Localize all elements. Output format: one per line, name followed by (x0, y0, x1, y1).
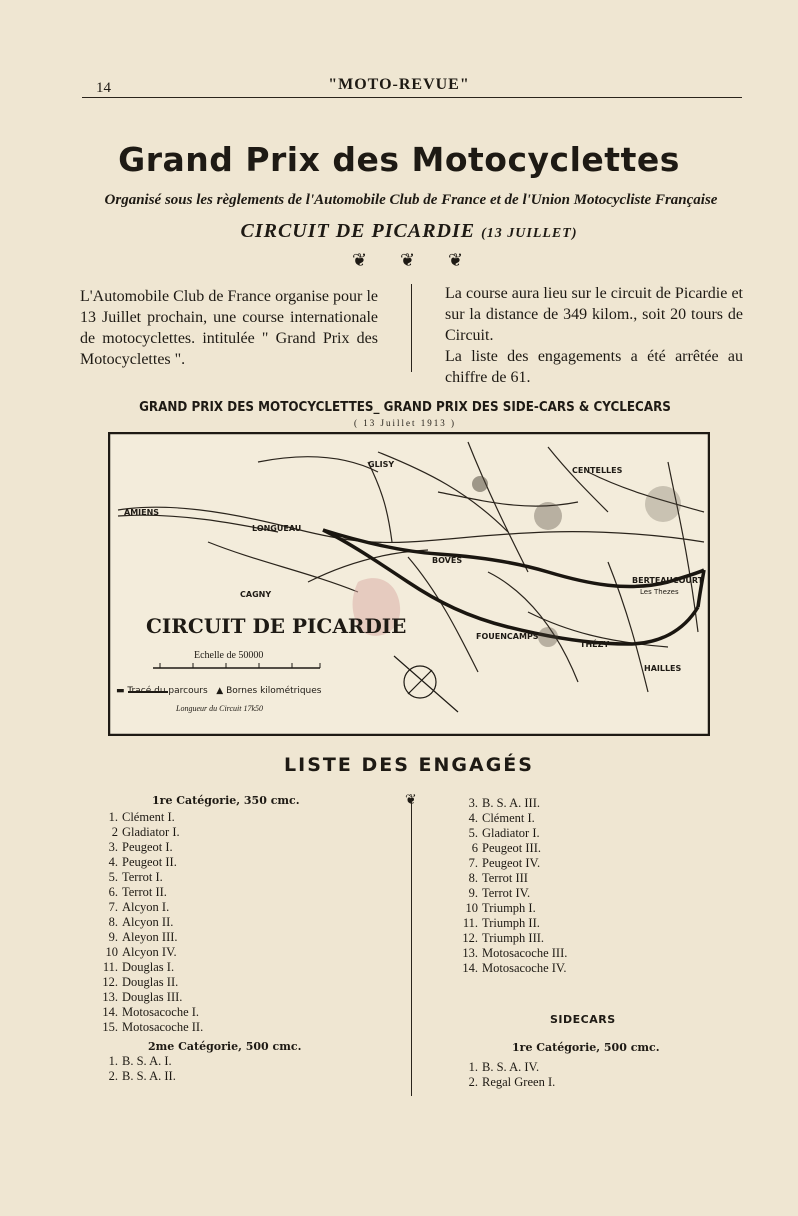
list-item: 11. Triumph II. (462, 916, 540, 930)
ornament-icon: ❦ (352, 250, 368, 270)
list-item: 2. Regal Green I. (468, 1075, 556, 1089)
legend-route: Tracé du parcours (127, 686, 208, 696)
list-item: 1. Clément I. (108, 810, 175, 824)
list-item: 8. Alcyon II. (108, 915, 174, 929)
list-item: 4. Peugeot II. (108, 855, 177, 869)
header-rule (82, 97, 742, 98)
map-title: CIRCUIT DE PICARDIE (146, 614, 407, 638)
list-item: 8. Terrot III (468, 871, 528, 885)
list-item: 6 Peugeot III. (471, 841, 542, 855)
list-item: 6. Terrot II. (108, 885, 167, 899)
list-item: 13. Motosacoche III. (462, 946, 568, 960)
intro-right-paragraph-2: La liste des engagements a été arrêtée au chiffre de 61. (445, 348, 743, 386)
list-item: 1. B. S. A. IV. (468, 1060, 540, 1074)
map-town-label: FOUENCAMPS (476, 632, 539, 641)
list-item: 7. Peugeot IV. (468, 856, 541, 870)
list-item: 12. Triumph III. (462, 931, 545, 945)
map-town-label: BERTEAUCOURT (632, 576, 704, 585)
map-legend (116, 686, 321, 696)
map-town-label: CAGNY (240, 590, 272, 599)
list-item: 3. B. S. A. III. (468, 796, 540, 810)
category-2-heading: 2me Catégorie, 500 cmc. (148, 1040, 302, 1053)
map-town-label: THÉZY (580, 640, 610, 649)
list-item: 12. Douglas II. (102, 975, 179, 989)
map-town-label: AMIENS (124, 508, 160, 517)
category-2-list-right (456, 796, 567, 976)
list-item: 14. Motosacoche IV. (462, 961, 567, 975)
list-item: 14. Motosacoche I. (102, 1005, 200, 1019)
map-scale-label: Echelle de 50000 (194, 650, 264, 661)
circuit-date: (13 JUILLET) (481, 226, 578, 241)
list-item: 2. B. S. A. II. (108, 1069, 176, 1083)
intro-right-paragraph-1: La course aura lieu sur le circuit de Picardie et sur la distance de 349 kilom., soit 20 tours de Circuit. (445, 285, 743, 344)
article-subtitle: Organisé sous les règlements de l'Automobile Club de France et de l'Union Motocycliste Française (104, 192, 718, 208)
map-caption: GRAND PRIX DES MOTOCYCLETTES_ GRAND PRIX DES SIDE-CARS & CYCLECARS (139, 400, 671, 415)
category-1-list (96, 810, 203, 1035)
list-item: 2 Gladiator I. (111, 825, 180, 839)
entries-list-title: LISTE DES ENGAGÉS (284, 754, 534, 776)
list-item: 5. Gladiator I. (468, 826, 540, 840)
map-caption-date: ( 13 Juillet 1913 ) (354, 418, 456, 428)
intro-right (445, 283, 743, 388)
map-length-note: Longueur du Circuit 17k50 (176, 704, 264, 713)
list-item: 13. Douglas III. (102, 990, 183, 1004)
map-town-label: HAILLES (644, 664, 682, 673)
article-title: Grand Prix des Motocyclettes (118, 140, 680, 179)
map-town-label: BOVES (432, 556, 463, 565)
ornament-icon: ❦ (400, 250, 416, 270)
legend-triangle-icon: ▲ (216, 686, 227, 696)
intro-left-paragraph: L'Automobile Club de France organise pour le 13 Juillet prochain, une course internationale de motocyclettes. intitulée " Grand Prix des Motocyclettes ". (80, 288, 378, 368)
list-item: 1. B. S. A. I. (108, 1054, 172, 1068)
sidecars-list (456, 1060, 555, 1090)
circuit-name: CIRCUIT DE PICARDIE (240, 220, 476, 242)
category-2-list-left (96, 1054, 176, 1084)
legend-line-icon: ▬ (116, 686, 128, 696)
page-number: 14 (96, 80, 111, 96)
sidecars-heading: SIDECARS (550, 1013, 616, 1026)
list-item: 9. Terrot IV. (468, 886, 531, 900)
list-item: 5. Terrot I. (108, 870, 163, 884)
map-town-label: GLISY (368, 460, 395, 469)
running-title: "MOTO-REVUE" (328, 76, 470, 93)
column-divider (411, 284, 412, 372)
list-column-divider (411, 800, 412, 1096)
list-item: 10 Alcyon IV. (105, 945, 177, 959)
list-item: 3. Peugeot I. (108, 840, 173, 854)
category-1-heading: 1re Catégorie, 350 cmc. (152, 794, 300, 807)
list-item: 10 Triumph I. (465, 901, 536, 915)
list-item: 15. Motosacoche II. (102, 1020, 204, 1034)
list-item: 4. Clément I. (468, 811, 535, 825)
sidecars-category-heading: 1re Catégorie, 500 cmc. (512, 1041, 660, 1054)
map-town-label: LONGUEAU (252, 524, 302, 533)
legend-markers: Bornes kilométriques (226, 686, 322, 696)
ornament-icon: ❦ (448, 250, 464, 270)
list-item: 7. Alcyon I. (108, 900, 170, 914)
circuit-heading (0, 220, 798, 243)
map-town-label: Les Thezes (640, 588, 679, 596)
list-item: 11. Douglas I. (102, 960, 175, 974)
ornament-icon: ❦ (405, 793, 417, 808)
list-item: 9. Aleyon III. (108, 930, 178, 944)
map-town-label: CENTELLES (572, 466, 623, 475)
